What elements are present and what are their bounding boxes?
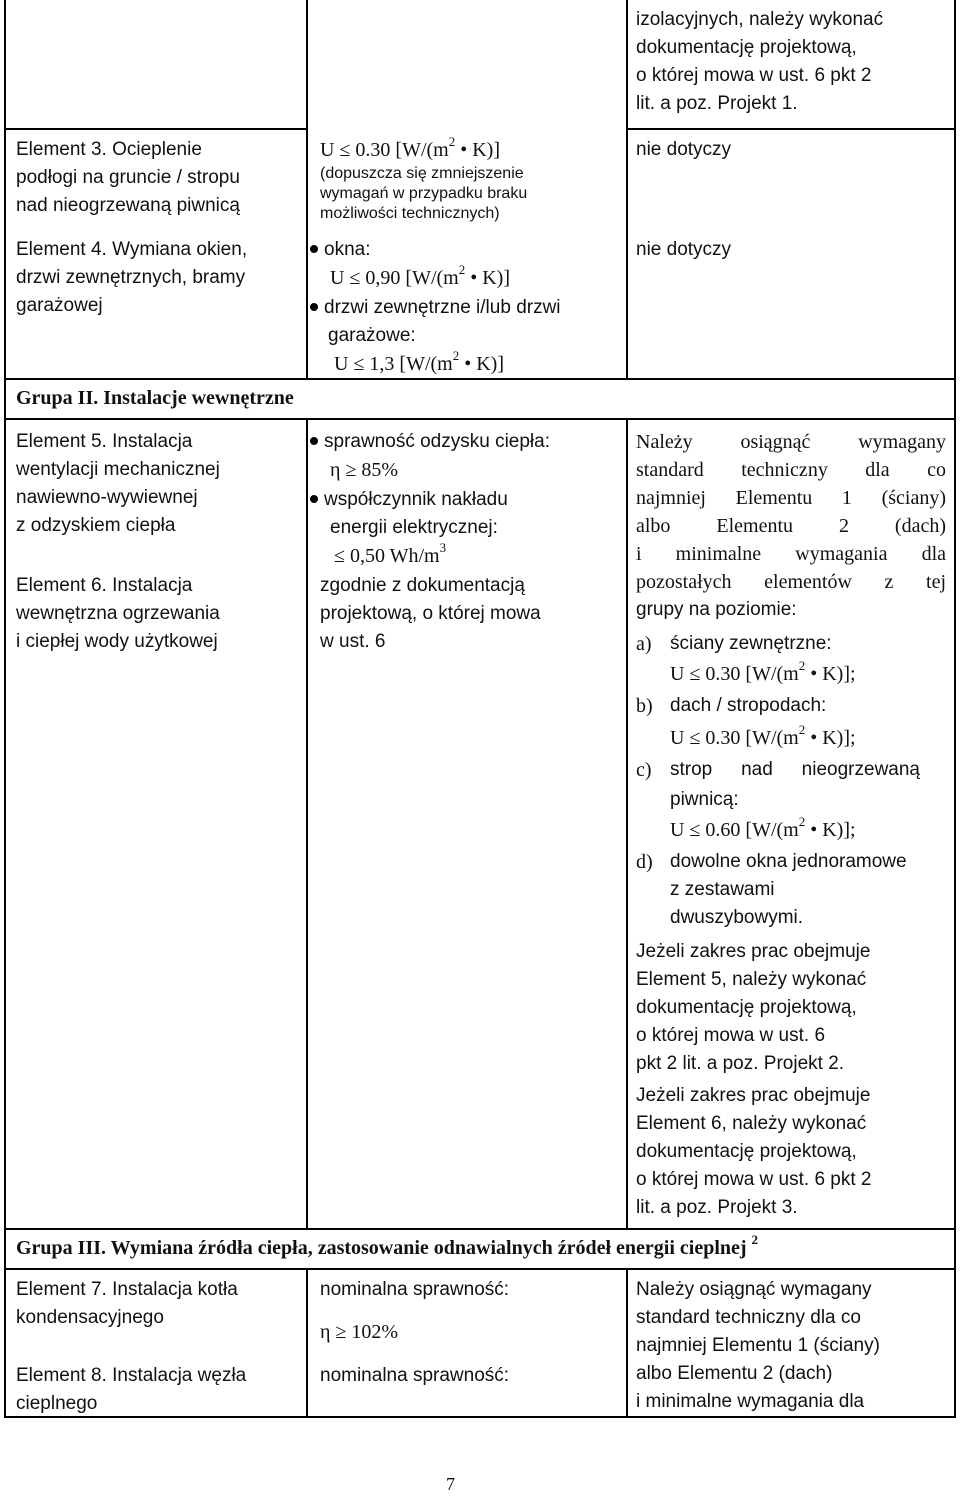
element-3-status: nie dotyczy (636, 139, 732, 160)
text-line: izolacyjnych, należy wykonać (636, 9, 884, 30)
drzwi-label-2: garażowe: (328, 325, 416, 346)
col-divider-1b (306, 418, 308, 1228)
row-line-2 (4, 378, 956, 380)
text-line: pozostałych elementów z tej (636, 571, 946, 593)
element-6-doc-requirement (636, 1082, 872, 1222)
element-8-label (16, 1362, 246, 1418)
item-c-marker: c) (636, 759, 652, 781)
col-divider-2b (626, 418, 628, 1228)
text-line: i minimalne wymagania dla (636, 1391, 865, 1412)
text-line: i minimalne wymagania dla (636, 543, 946, 565)
element-5-doc-requirement (636, 938, 870, 1078)
col-divider-2c (626, 1268, 628, 1418)
text-line: standard techniczny dla co (636, 1307, 861, 1328)
text-line: dokumentację projektową, (636, 37, 857, 58)
drzwi-value: U ≤ 1,3 [$W/(m^2$ • K)] (334, 348, 504, 375)
element-8-requirement: nominalna sprawność: (320, 1365, 510, 1386)
text-line: o której mowa w ust. 6 pkt 2 (636, 1169, 872, 1190)
text-line: Element 5, należy wykonać (636, 969, 867, 990)
text-line: Element 4. Wymiana okien, (16, 239, 248, 260)
item-a-text: ściany zewnętrzne: (670, 633, 832, 654)
item-c-text: strop nad nieogrzewaną (670, 759, 920, 780)
text-line: cieplnego (16, 1393, 98, 1414)
item-d-text (670, 848, 907, 932)
text-line: nawiewno-wywiewnej (16, 487, 198, 508)
text-line: Element 6, należy wykonać (636, 1113, 867, 1134)
page-number: 7 (446, 1474, 455, 1494)
item-c-value: U ≤ 0.60 [$W/(m^2$ • K)]; (670, 814, 856, 841)
energy-factor-value: ≤ 0,50 $Wh/m^3$ (334, 540, 447, 567)
item-c-text-2: piwnicą: (670, 789, 739, 810)
bullet-icon (310, 495, 318, 503)
row-line-4 (4, 1228, 956, 1230)
element-7-label (16, 1276, 238, 1332)
text-line: Należy osiągnąć wymagany (636, 1279, 872, 1300)
row-line-1r (626, 128, 956, 130)
text-line: najmniej Elementu 1 (ściany) (636, 487, 946, 509)
table-border-left (4, 0, 6, 1418)
text-line: albo Elementu 2 (dach) (636, 515, 946, 537)
element-3-label (16, 136, 240, 220)
text-line: zgodnie z dokumentacją (320, 575, 525, 596)
element-7-value: η ≥ 102% (320, 1321, 399, 1343)
bullet-icon (310, 437, 318, 445)
recovery-value: η ≥ 85% (330, 459, 399, 481)
text-line: Element 6. Instalacja (16, 575, 193, 596)
row-line-1 (4, 128, 306, 130)
text-line: wentylacji mechanicznej (16, 459, 220, 480)
col-divider-1c (306, 1268, 308, 1418)
element-4-status: nie dotyczy (636, 239, 732, 260)
text-line: najmniej Elementu 1 (ściany) (636, 1335, 880, 1356)
text-line: Element 8. Instalacja węzła (16, 1365, 247, 1386)
col-divider-2a (626, 0, 628, 378)
row-line-3 (4, 418, 956, 420)
group-2-requirements (636, 428, 946, 624)
text-line: Należy osiągnąć wymagany (636, 431, 946, 453)
text-line: w ust. 6 (320, 631, 386, 652)
text-line: garażowej (16, 295, 103, 316)
energy-factor-label-2: energii elektrycznej: (330, 517, 498, 538)
element-7-requirement: nominalna sprawność: (320, 1279, 510, 1300)
text-line: kondensacyjnego (16, 1307, 164, 1328)
text-line: z odzyskiem ciepła (16, 515, 176, 536)
text-line: (dopuszcza się zmniejszenie (320, 165, 524, 182)
okna-label: okna: (324, 239, 371, 260)
text-line: wewnętrzna ogrzewania (16, 603, 220, 624)
item-b-marker: b) (636, 695, 653, 717)
element-3-note (320, 164, 527, 224)
text-line: z zestawami (670, 879, 775, 900)
bullet-icon (310, 303, 318, 311)
element-5-doc-note (320, 572, 541, 656)
bullet-icon (310, 245, 318, 253)
item-d-marker: d) (636, 851, 653, 873)
item-b-text: dach / stropodach: (670, 695, 827, 716)
text-line: pkt 2 lit. a poz. Projekt 2. (636, 1053, 845, 1074)
recovery-label: sprawność odzysku ciepła: (324, 431, 550, 452)
text-line: wymagań w przypadku braku (320, 185, 528, 202)
element-4-label (16, 236, 247, 320)
text-line: podłogi na gruncie / stropu (16, 167, 240, 188)
text-line: Element 3. Ocieplenie (16, 139, 202, 160)
table-border-right (954, 0, 956, 1418)
top-right-text (636, 6, 883, 118)
text-line: standard techniczny dla co (636, 459, 946, 481)
item-a-value: U ≤ 0.30 [$W/(m^2$ • K)]; (670, 658, 856, 685)
text-line: o której mowa w ust. 6 pkt 2 (636, 65, 872, 86)
okna-value: U ≤ 0,90 [$W/(m^2$ • K)] (330, 262, 510, 289)
text-line: lit. a poz. Projekt 3. (636, 1197, 798, 1218)
text-line: drzwi zewnętrznych, bramy (16, 267, 246, 288)
text-line: lit. a poz. Projekt 1. (636, 93, 798, 114)
text-line: dokumentację projektową, (636, 997, 857, 1018)
group-2-heading: Grupa II. Instalacje wewnętrzne (16, 387, 294, 409)
text-line: albo Elementu 2 (dach) (636, 1363, 833, 1384)
text-line: grupy na poziomie: (636, 599, 797, 620)
item-a-marker: a) (636, 633, 652, 655)
text-line: Element 7. Instalacja kotła (16, 1279, 238, 1300)
row-line-5 (4, 1268, 956, 1270)
text-line: o której mowa w ust. 6 (636, 1025, 826, 1046)
text-line: Jeżeli zakres prac obejmuje (636, 1085, 871, 1106)
text-line: i ciepłej wody użytkowej (16, 631, 218, 652)
text-line: dokumentację projektową, (636, 1141, 857, 1162)
text-line: projektową, o której mowa (320, 603, 541, 624)
drzwi-label: drzwi zewnętrzne i/lub drzwi (324, 297, 561, 318)
text-line: nad nieogrzewaną piwnicą (16, 195, 240, 216)
item-b-value: U ≤ 0.30 [$W/(m^2$ • K)]; (670, 722, 856, 749)
element-6-label (16, 572, 220, 656)
text-line: dwuszybowymi. (670, 907, 804, 928)
text-line: dowolne okna jednoramowe (670, 851, 907, 872)
group-3-requirements (636, 1276, 880, 1416)
text-line: Element 5. Instalacja (16, 431, 193, 452)
element-5-label (16, 428, 220, 540)
energy-factor-label: współczynnik nakładu (324, 489, 508, 510)
text-line: możliwości technicznych) (320, 205, 500, 222)
group-3-heading: Grupa III. Wymiana źródła ciepła, zastosowanie odnawialnych źródeł energii cieplnej $^2$ (16, 1232, 759, 1259)
col-divider-1a (306, 0, 308, 378)
text-line: Jeżeli zakres prac obejmuje (636, 941, 871, 962)
element-3-requirement: U ≤ 0.30 [$W/(m^2$ • K)] (320, 134, 500, 161)
